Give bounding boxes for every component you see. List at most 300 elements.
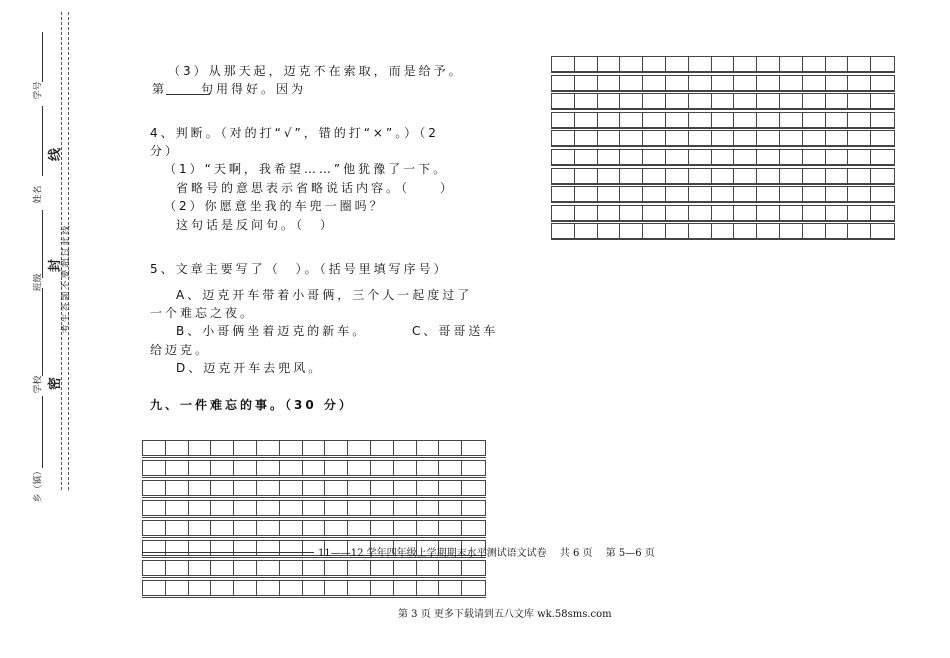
- grid-cell[interactable]: [643, 131, 666, 145]
- grid-cell[interactable]: [598, 206, 621, 220]
- grid-cell[interactable]: [439, 581, 462, 595]
- grid-cell[interactable]: [666, 206, 689, 220]
- grid-cell[interactable]: [211, 501, 234, 515]
- grid-cell[interactable]: [712, 169, 735, 183]
- grid-cell[interactable]: [803, 187, 826, 201]
- grid-cell[interactable]: [257, 441, 280, 455]
- grid-row[interactable]: [551, 149, 895, 165]
- grid-cell[interactable]: [712, 150, 735, 164]
- grid-cell[interactable]: [757, 76, 780, 90]
- grid-cell[interactable]: [734, 187, 757, 201]
- q4-item1-statement: 省略号的意思表示省略说话内容。（ ）: [176, 181, 456, 195]
- grid-cell[interactable]: [257, 581, 280, 595]
- grid-cell[interactable]: [666, 224, 689, 238]
- grid-cell[interactable]: [325, 461, 348, 475]
- grid-cell[interactable]: [417, 441, 440, 455]
- grid-cell[interactable]: [348, 521, 371, 535]
- grid-cell[interactable]: [689, 76, 712, 90]
- grid-row[interactable]: [551, 93, 895, 109]
- grid-cell[interactable]: [189, 441, 212, 455]
- grid-cell[interactable]: [598, 57, 621, 71]
- grid-row[interactable]: [551, 168, 895, 184]
- grid-cell[interactable]: [620, 131, 643, 145]
- grid-cell[interactable]: [371, 501, 394, 515]
- grid-cell[interactable]: [620, 76, 643, 90]
- q5-heading: 5、文章主要写了（ ）。（括号里填写序号）: [150, 262, 449, 276]
- grid-cell[interactable]: [643, 94, 666, 108]
- grid-cell[interactable]: [575, 57, 598, 71]
- grid-cell[interactable]: [575, 76, 598, 90]
- grid-cell[interactable]: [143, 441, 166, 455]
- grid-cell[interactable]: [826, 169, 849, 183]
- grid-cell[interactable]: [166, 441, 189, 455]
- grid-cell[interactable]: [257, 521, 280, 535]
- grid-cell[interactable]: [803, 113, 826, 127]
- grid-spacing-line: [551, 184, 895, 185]
- grid-cell[interactable]: [826, 113, 849, 127]
- grid-cell[interactable]: [371, 441, 394, 455]
- grid-cell[interactable]: [552, 150, 575, 164]
- grid-cell[interactable]: [575, 94, 598, 108]
- grid-cell[interactable]: [257, 481, 280, 495]
- grid-cell[interactable]: [257, 561, 280, 575]
- grid-cell[interactable]: [803, 131, 826, 145]
- grid-cell[interactable]: [871, 169, 894, 183]
- grid-cell[interactable]: [234, 481, 257, 495]
- grid-cell[interactable]: [780, 169, 803, 183]
- grid-cell[interactable]: [575, 169, 598, 183]
- grid-cell[interactable]: [826, 187, 849, 201]
- grid-cell[interactable]: [598, 187, 621, 201]
- grid-cell[interactable]: [712, 187, 735, 201]
- grid-cell[interactable]: [734, 131, 757, 145]
- grid-cell[interactable]: [598, 131, 621, 145]
- grid-cell[interactable]: [234, 561, 257, 575]
- grid-row[interactable]: [142, 460, 486, 476]
- grid-cell[interactable]: [552, 224, 575, 238]
- grid-cell[interactable]: [871, 224, 894, 238]
- grid-cell[interactable]: [575, 206, 598, 220]
- grid-cell[interactable]: [575, 187, 598, 201]
- grid-cell[interactable]: [620, 150, 643, 164]
- grid-row[interactable]: [551, 223, 895, 239]
- grid-cell[interactable]: [371, 581, 394, 595]
- grid-cell[interactable]: [280, 581, 303, 595]
- class-line: [42, 210, 43, 278]
- cut-mark-line: 线: [48, 147, 64, 162]
- grid-cell[interactable]: [826, 206, 849, 220]
- grid-cell[interactable]: [871, 94, 894, 108]
- grid-cell[interactable]: [734, 224, 757, 238]
- grid-cell[interactable]: [462, 481, 485, 495]
- grid-cell[interactable]: [462, 521, 485, 535]
- grid-cell[interactable]: [871, 187, 894, 201]
- grid-cell[interactable]: [439, 521, 462, 535]
- grid-cell[interactable]: [575, 131, 598, 145]
- grid-cell[interactable]: [848, 187, 871, 201]
- grid-cell[interactable]: [303, 501, 326, 515]
- grid-cell[interactable]: [211, 441, 234, 455]
- grid-cell[interactable]: [689, 224, 712, 238]
- grid-cell[interactable]: [780, 206, 803, 220]
- q5-option-d: D、迈克开车去兜风。: [176, 361, 324, 375]
- name-label: 姓名: [33, 185, 44, 204]
- grid-cell[interactable]: [666, 94, 689, 108]
- grid-cell[interactable]: [598, 150, 621, 164]
- grid-cell[interactable]: [598, 76, 621, 90]
- grid-cell[interactable]: [689, 57, 712, 71]
- grid-cell[interactable]: [826, 57, 849, 71]
- grid-cell[interactable]: [598, 224, 621, 238]
- grid-cell[interactable]: [257, 501, 280, 515]
- grid-cell[interactable]: [371, 481, 394, 495]
- grid-cell[interactable]: [303, 461, 326, 475]
- grid-cell[interactable]: [757, 169, 780, 183]
- grid-cell[interactable]: [803, 57, 826, 71]
- grid-cell[interactable]: [394, 581, 417, 595]
- grid-spacing-line: [551, 165, 895, 166]
- grid-cell[interactable]: [303, 481, 326, 495]
- grid-cell[interactable]: [166, 561, 189, 575]
- grid-cell[interactable]: [780, 150, 803, 164]
- grid-spacing-line: [551, 202, 895, 203]
- grid-row[interactable]: [142, 500, 486, 516]
- grid-cell[interactable]: [871, 131, 894, 145]
- grid-cell[interactable]: [417, 521, 440, 535]
- grid-cell[interactable]: [348, 581, 371, 595]
- footer-rule: [142, 552, 314, 553]
- grid-cell[interactable]: [734, 206, 757, 220]
- q5-option-c-line1: C、哥哥送车: [412, 324, 499, 338]
- grid-cell[interactable]: [871, 57, 894, 71]
- grid-cell[interactable]: [552, 57, 575, 71]
- grid-cell[interactable]: [757, 94, 780, 108]
- grid-cell[interactable]: [848, 76, 871, 90]
- grid-spacing-line: [142, 577, 486, 578]
- grid-cell[interactable]: [394, 441, 417, 455]
- grid-cell[interactable]: [780, 187, 803, 201]
- grid-cell[interactable]: [757, 187, 780, 201]
- grid-cell[interactable]: [462, 501, 485, 515]
- grid-cell[interactable]: [620, 206, 643, 220]
- grid-cell[interactable]: [462, 561, 485, 575]
- grid-cell[interactable]: [143, 481, 166, 495]
- q3-line1: （3）从那天起，迈克不在索取，而是给予。: [168, 64, 464, 78]
- grid-cell[interactable]: [734, 76, 757, 90]
- grid-cell[interactable]: [689, 150, 712, 164]
- grid-cell[interactable]: [620, 57, 643, 71]
- grid-cell[interactable]: [803, 224, 826, 238]
- grid-cell[interactable]: [552, 169, 575, 183]
- q4-heading-cont: 分）: [150, 144, 181, 158]
- grid-cell[interactable]: [780, 113, 803, 127]
- grid-cell[interactable]: [325, 561, 348, 575]
- grid-cell[interactable]: [848, 169, 871, 183]
- grid-cell[interactable]: [689, 187, 712, 201]
- grid-cell[interactable]: [348, 561, 371, 575]
- grid-cell[interactable]: [826, 131, 849, 145]
- grid-cell[interactable]: [666, 76, 689, 90]
- grid-cell[interactable]: [712, 224, 735, 238]
- grid-cell[interactable]: [734, 150, 757, 164]
- grid-cell[interactable]: [552, 206, 575, 220]
- township-line: [42, 396, 43, 468]
- grid-cell[interactable]: [280, 481, 303, 495]
- cut-mark-secret: 密: [48, 376, 64, 391]
- grid-spacing-line: [551, 221, 895, 222]
- grid-cell[interactable]: [643, 224, 666, 238]
- grid-cell[interactable]: [166, 521, 189, 535]
- grid-cell[interactable]: [211, 521, 234, 535]
- grid-cell[interactable]: [848, 224, 871, 238]
- grid-cell[interactable]: [757, 150, 780, 164]
- grid-cell[interactable]: [643, 113, 666, 127]
- grid-cell[interactable]: [325, 481, 348, 495]
- grid-cell[interactable]: [803, 169, 826, 183]
- grid-row[interactable]: [551, 56, 895, 72]
- grid-cell[interactable]: [211, 461, 234, 475]
- grid-cell[interactable]: [643, 150, 666, 164]
- grid-cell[interactable]: [166, 481, 189, 495]
- grid-cell[interactable]: [848, 150, 871, 164]
- student-id-label: 学号: [33, 81, 44, 100]
- grid-cell[interactable]: [666, 150, 689, 164]
- grid-cell[interactable]: [780, 94, 803, 108]
- grid-cell[interactable]: [780, 131, 803, 145]
- grid-cell[interactable]: [575, 224, 598, 238]
- grid-cell[interactable]: [757, 206, 780, 220]
- grid-cell[interactable]: [303, 561, 326, 575]
- grid-cell[interactable]: [166, 581, 189, 595]
- grid-cell[interactable]: [325, 581, 348, 595]
- grid-cell[interactable]: [462, 461, 485, 475]
- grid-cell[interactable]: [211, 561, 234, 575]
- township-label: 乡（镇）: [33, 466, 44, 503]
- grid-cell[interactable]: [348, 461, 371, 475]
- grid-cell[interactable]: [712, 113, 735, 127]
- grid-cell[interactable]: [211, 481, 234, 495]
- page-footer: 第 3 页 更多下载请到五八文库 wk.58sms.com: [398, 609, 612, 620]
- grid-cell[interactable]: [303, 521, 326, 535]
- grid-cell[interactable]: [234, 501, 257, 515]
- grid-cell[interactable]: [757, 131, 780, 145]
- grid-cell[interactable]: [189, 581, 212, 595]
- grid-cell[interactable]: [143, 561, 166, 575]
- grid-cell[interactable]: [666, 169, 689, 183]
- grid-cell[interactable]: [189, 501, 212, 515]
- grid-cell[interactable]: [417, 461, 440, 475]
- grid-cell[interactable]: [620, 224, 643, 238]
- grid-cell[interactable]: [552, 187, 575, 201]
- grid-cell[interactable]: [803, 150, 826, 164]
- grid-cell[interactable]: [234, 581, 257, 595]
- grid-row[interactable]: [551, 75, 895, 91]
- grid-cell[interactable]: [234, 461, 257, 475]
- grid-cell[interactable]: [189, 521, 212, 535]
- grid-cell[interactable]: [325, 441, 348, 455]
- grid-cell[interactable]: [689, 169, 712, 183]
- grid-cell[interactable]: [439, 561, 462, 575]
- grid-cell[interactable]: [826, 224, 849, 238]
- grid-cell[interactable]: [166, 501, 189, 515]
- grid-cell[interactable]: [598, 113, 621, 127]
- grid-spacing-line: [142, 457, 486, 458]
- grid-cell[interactable]: [234, 441, 257, 455]
- grid-cell[interactable]: [394, 481, 417, 495]
- grid-cell[interactable]: [712, 57, 735, 71]
- grid-cell[interactable]: [643, 206, 666, 220]
- grid-cell[interactable]: [757, 113, 780, 127]
- grid-cell[interactable]: [552, 113, 575, 127]
- grid-cell[interactable]: [394, 561, 417, 575]
- grid-row[interactable]: [142, 440, 486, 456]
- grid-cell[interactable]: [780, 76, 803, 90]
- grid-cell[interactable]: [666, 57, 689, 71]
- grid-cell[interactable]: [598, 169, 621, 183]
- grid-cell[interactable]: [848, 206, 871, 220]
- q5-option-a-line2: 一个难忘之夜。: [150, 306, 256, 320]
- grid-cell[interactable]: [371, 561, 394, 575]
- grid-cell[interactable]: [666, 187, 689, 201]
- grid-cell[interactable]: [417, 581, 440, 595]
- grid-cell[interactable]: [643, 57, 666, 71]
- grid-row[interactable]: [142, 560, 486, 576]
- grid-cell[interactable]: [417, 561, 440, 575]
- grid-cell[interactable]: [166, 461, 189, 475]
- grid-cell[interactable]: [780, 57, 803, 71]
- grid-cell[interactable]: [620, 169, 643, 183]
- grid-cell[interactable]: [143, 501, 166, 515]
- grid-cell[interactable]: [143, 461, 166, 475]
- grid-cell[interactable]: [620, 94, 643, 108]
- grid-cell[interactable]: [871, 113, 894, 127]
- grid-cell[interactable]: [757, 57, 780, 71]
- grid-cell[interactable]: [803, 206, 826, 220]
- grid-cell[interactable]: [598, 94, 621, 108]
- grid-cell[interactable]: [280, 441, 303, 455]
- grid-cell[interactable]: [734, 57, 757, 71]
- grid-cell[interactable]: [189, 481, 212, 495]
- grid-spacing-line: [551, 239, 895, 240]
- grid-cell[interactable]: [143, 581, 166, 595]
- grid-cell[interactable]: [280, 561, 303, 575]
- grid-cell[interactable]: [462, 581, 485, 595]
- grid-cell[interactable]: [643, 76, 666, 90]
- grid-cell[interactable]: [643, 187, 666, 201]
- grid-cell[interactable]: [826, 94, 849, 108]
- grid-row[interactable]: [551, 186, 895, 202]
- grid-cell[interactable]: [280, 461, 303, 475]
- grid-cell[interactable]: [780, 224, 803, 238]
- grid-cell[interactable]: [257, 461, 280, 475]
- grid-cell[interactable]: [871, 206, 894, 220]
- grid-cell[interactable]: [826, 76, 849, 90]
- grid-cell[interactable]: [280, 521, 303, 535]
- grid-cell[interactable]: [417, 481, 440, 495]
- grid-cell[interactable]: [848, 131, 871, 145]
- class-label: 班级: [33, 273, 44, 292]
- grid-cell[interactable]: [712, 76, 735, 90]
- grid-cell[interactable]: [143, 521, 166, 535]
- q3-prefix: 第: [152, 82, 168, 96]
- grid-cell[interactable]: [325, 501, 348, 515]
- grid-cell[interactable]: [303, 441, 326, 455]
- grid-cell[interactable]: [757, 224, 780, 238]
- grid-cell[interactable]: [394, 501, 417, 515]
- grid-cell[interactable]: [712, 206, 735, 220]
- grid-cell[interactable]: [439, 501, 462, 515]
- grid-cell[interactable]: [280, 501, 303, 515]
- grid-spacing-line: [551, 109, 895, 110]
- grid-row[interactable]: [142, 520, 486, 536]
- grid-cell[interactable]: [712, 131, 735, 145]
- grid-cell[interactable]: [348, 441, 371, 455]
- grid-cell[interactable]: [620, 113, 643, 127]
- grid-row[interactable]: [551, 112, 895, 128]
- grid-cell[interactable]: [620, 187, 643, 201]
- grid-cell[interactable]: [871, 76, 894, 90]
- grid-cell[interactable]: [234, 521, 257, 535]
- grid-cell[interactable]: [734, 113, 757, 127]
- grid-cell[interactable]: [734, 169, 757, 183]
- grid-cell[interactable]: [371, 461, 394, 475]
- grid-cell[interactable]: [575, 113, 598, 127]
- grid-cell[interactable]: [689, 94, 712, 108]
- grid-spacing-line: [142, 537, 486, 538]
- grid-cell[interactable]: [689, 206, 712, 220]
- grid-row[interactable]: [142, 580, 486, 596]
- grid-cell[interactable]: [394, 521, 417, 535]
- grid-cell[interactable]: [439, 481, 462, 495]
- grid-cell[interactable]: [439, 441, 462, 455]
- cut-mark-seal: 封: [48, 258, 64, 273]
- grid-row[interactable]: [551, 130, 895, 146]
- grid-cell[interactable]: [394, 461, 417, 475]
- grid-cell[interactable]: [189, 461, 212, 475]
- grid-cell[interactable]: [303, 581, 326, 595]
- grid-cell[interactable]: [417, 501, 440, 515]
- grid-cell[interactable]: [666, 131, 689, 145]
- grid-cell[interactable]: [575, 150, 598, 164]
- grid-cell[interactable]: [325, 521, 348, 535]
- grid-cell[interactable]: [552, 76, 575, 90]
- grid-cell[interactable]: [666, 113, 689, 127]
- grid-cell[interactable]: [462, 441, 485, 455]
- grid-cell[interactable]: [803, 76, 826, 90]
- grid-cell[interactable]: [803, 94, 826, 108]
- grid-cell[interactable]: [848, 94, 871, 108]
- grid-cell[interactable]: [439, 461, 462, 475]
- grid-cell[interactable]: [712, 94, 735, 108]
- grid-cell[interactable]: [643, 169, 666, 183]
- grid-cell[interactable]: [689, 131, 712, 145]
- grid-cell[interactable]: [848, 57, 871, 71]
- grid-cell[interactable]: [552, 94, 575, 108]
- grid-cell[interactable]: [734, 94, 757, 108]
- grid-cell[interactable]: [189, 561, 212, 575]
- grid-cell[interactable]: [826, 150, 849, 164]
- grid-cell[interactable]: [689, 113, 712, 127]
- grid-cell[interactable]: [348, 501, 371, 515]
- grid-row[interactable]: [551, 205, 895, 221]
- grid-cell[interactable]: [211, 581, 234, 595]
- grid-cell[interactable]: [848, 113, 871, 127]
- grid-cell[interactable]: [348, 481, 371, 495]
- grid-cell[interactable]: [371, 521, 394, 535]
- grid-cell[interactable]: [871, 150, 894, 164]
- grid-cell[interactable]: [552, 131, 575, 145]
- grid-row[interactable]: [142, 480, 486, 496]
